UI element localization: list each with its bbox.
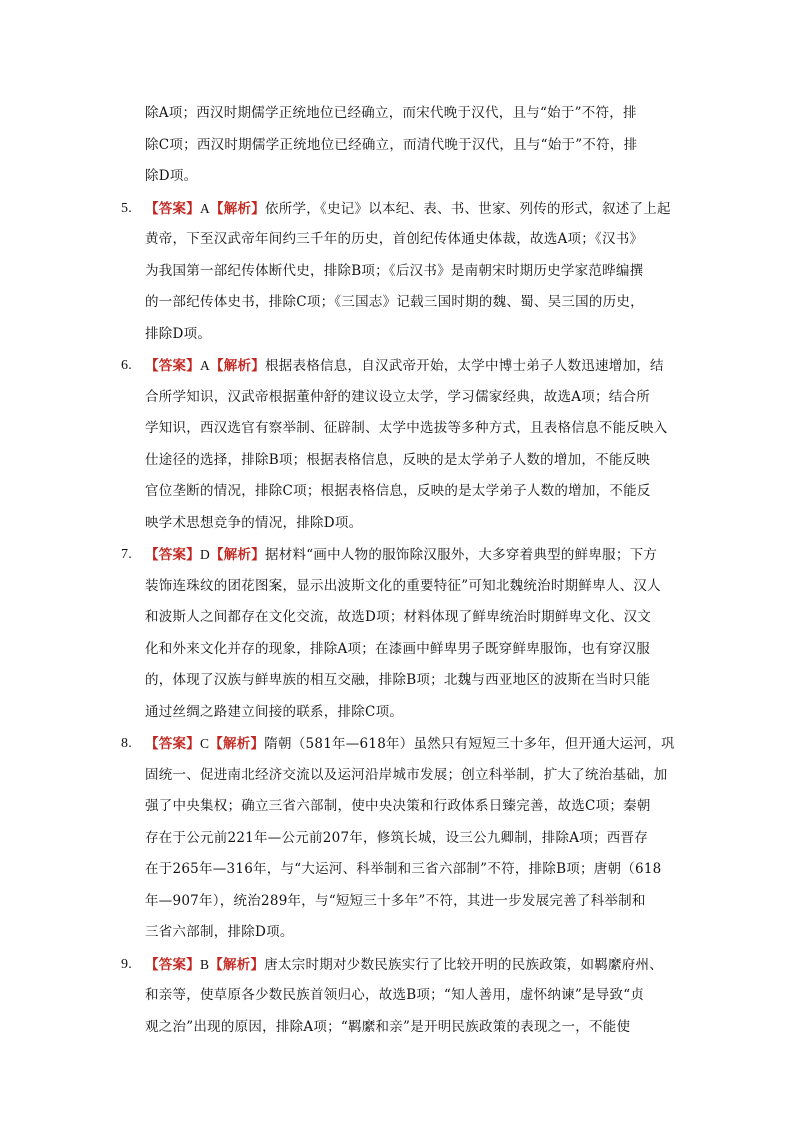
text-line: 观之治”出现的原因，排除A项；“羁縻和亲”是开明民族政策的表现之一，不能使: [145, 1018, 631, 1035]
answer-item-9: [121, 949, 681, 1044]
question-number: 8.: [121, 736, 132, 751]
text-line: 排除D项。: [145, 325, 212, 342]
question-number: 7.: [121, 547, 132, 562]
answer-option: A: [200, 200, 210, 216]
text-line: 学知识，西汉选官有察举制、征辟制、太学中选拔等多种方式，且表格信息不能反映入: [145, 420, 668, 436]
text-line: 除A项；西汉时期儒学正统地位已经确立，而宋代晚于汉代，且与“始于”不符，排: [145, 105, 637, 121]
question-number: 5.: [121, 200, 132, 216]
analysis-label: 【解析】: [210, 200, 265, 217]
answer-option: D: [200, 547, 210, 562]
text-line: 映学术思想竞争的情况，排除D项。: [145, 514, 363, 531]
answer-label: 【答案】: [145, 736, 200, 752]
text-line: 装饰连珠纹的团花图案，显示出波斯文化的重要特征”可知北魏统治时期鲜卑人、汉人: [145, 577, 661, 594]
answer-option: B: [200, 956, 210, 972]
answer-first-line: [121, 728, 681, 760]
analysis-text: 据材料“画中人物的服饰除汉服外，大多穿着典型的鲜卑服；下方: [265, 547, 658, 563]
text-line: 在于265年—316年，与“大运河、科举制和三省六部制”不符，排除B项；唐朝（618: [145, 861, 662, 877]
text-line: 仕途径的选择，排除B项；根据表格信息，反映的是太学弟子人数的增加，不能反映: [145, 451, 651, 468]
answer-label: 【答案】: [145, 956, 200, 973]
text-line: 的，体现了汉族与鲜卑族的相互交融，排除B项；北魏与西亚地区的波斯在当时只能: [145, 672, 651, 688]
question-number: 6.: [121, 358, 132, 373]
analysis-text: 隋朝（581年—618年）虽然只有短短三十多年，但开通大运河，巩: [264, 736, 675, 752]
text-line: 和波斯人之间都存在文化交流，故选D项；材料体现了鲜卑统治时期鲜卑文化、汉文: [145, 609, 652, 625]
text-line: 黄帝，下至汉武帝年间约三千年的历史，首创纪传体通史体裁，故选A项；《汉书》: [145, 231, 644, 247]
text-line: 和亲等，使草原各少数民族首领归心，故选B项；“知人善用，虚怀纳谏”是导致“贞: [145, 987, 645, 1003]
answer-item-8: [121, 728, 681, 949]
text-line: 的一部纪传体史书，排除C项；《三国志》记载三国时期的魏、蜀、吴三国的历史，: [145, 294, 644, 310]
text-line: 化和外来文化并存的现象，排除A项；在漆画中鲜卑男子既穿鲜卑服饰，也有穿汉服: [145, 640, 650, 657]
answer-item-5: [121, 193, 681, 351]
continued-analysis-block: [121, 98, 681, 193]
answer-option: C: [200, 736, 210, 751]
text-line: 通过丝绸之路建立间接的联系，排除C项。: [145, 703, 404, 720]
answer-item-7: [121, 539, 681, 728]
text-line: 官位垄断的情况，排除C项；根据表格信息，反映的是太学弟子人数的增加，不能反: [145, 483, 651, 499]
text-line: 年—907年），统治289年，与“短短三十多年”不符，其进一步发展完善了科举制和: [145, 892, 646, 909]
analysis-text: 唐太宗时期对少数民族实行了比较开明的民族政策，如羁縻府州、: [264, 956, 664, 973]
analysis-label: 【解析】: [209, 736, 265, 752]
text-line: 除C项；西汉时期儒学正统地位已经确立，而清代晚于汉代，且与“始于”不符，排: [145, 136, 638, 153]
answer-first-line: [121, 350, 681, 382]
answer-first-line: [121, 539, 681, 571]
analysis-label: 【解析】: [210, 547, 265, 563]
text-line: 强了中央集权；确立三省六部制，使中央决策和行政体系日臻完善，故选C项；秦朝: [145, 798, 651, 814]
text-line: 合所学知识，汉武帝根据董仲舒的建议设立太学，学习儒家经典，故选A项；结合所: [145, 388, 650, 405]
answer-label: 【答案】: [145, 547, 200, 563]
text-line: 固统一、促进南北经济交流以及运河沿岸城市发展；创立科举制，扩大了统治基础，加: [145, 766, 668, 783]
text-line: 除D项。: [145, 168, 198, 184]
answer-label: 【答案】: [145, 200, 200, 217]
answer-label: 【答案】: [145, 358, 200, 374]
analysis-text: 根据表格信息，自汉武帝开始，太学中博士弟子人数迅速增加，结: [265, 358, 664, 374]
analysis-label: 【解析】: [210, 358, 265, 374]
analysis-label: 【解析】: [209, 956, 265, 973]
answer-first-line: [121, 949, 681, 981]
text-line: 三省六部制，排除D项。: [145, 924, 294, 940]
answer-first-line: [121, 193, 681, 225]
analysis-text: 依所学，《史记》以本纪、表、书、世家、列传的形式，叙述了上起: [265, 200, 671, 217]
text-line: 存在于公元前221年—公元前207年，修筑长城，设三公九卿制，排除A项；西晋存: [145, 829, 649, 846]
text-line: 为我国第一部纪传体断代史，排除B项；《后汉书》是南朝宋时期历史学家范晔编撰: [145, 262, 644, 279]
question-number: 9.: [121, 956, 132, 972]
answer-item-6: [121, 350, 681, 539]
answer-analysis-content: [121, 98, 681, 1043]
answer-option: A: [200, 358, 210, 373]
